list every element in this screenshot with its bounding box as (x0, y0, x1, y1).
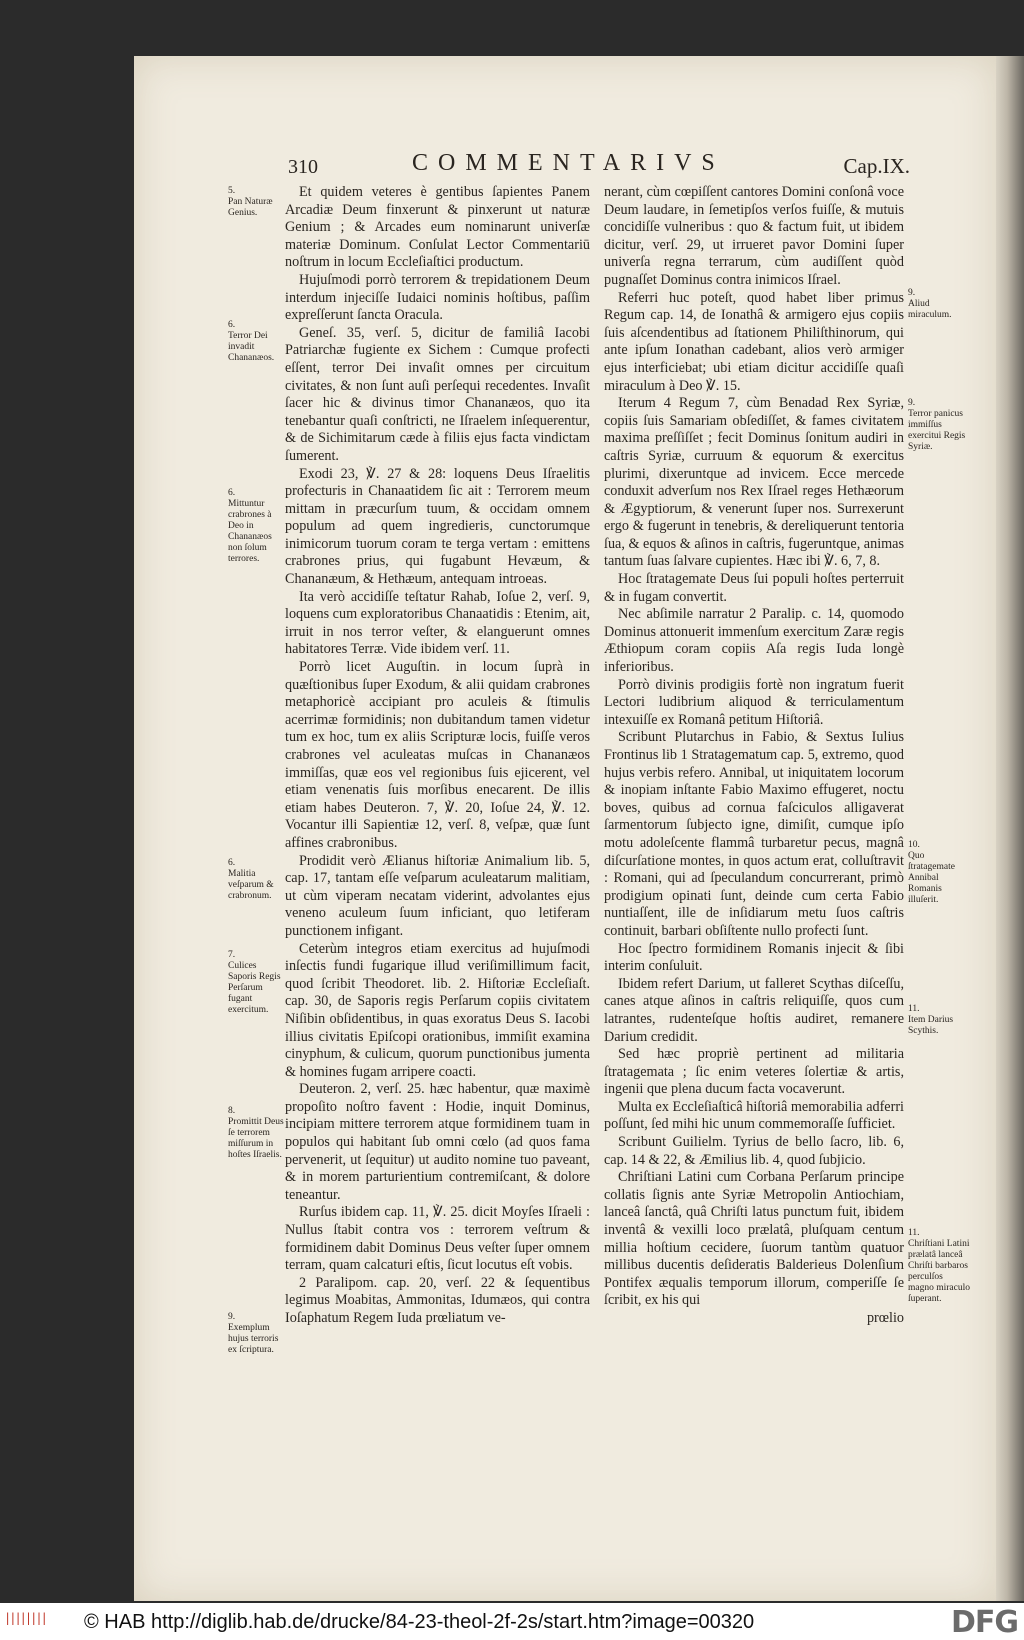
barcode-icon: |||||||| (4, 1611, 46, 1625)
paragraph: Deuteron. 2, verſ. 25. hæc habentur, quæ maximè propoſito noſtro favent : Hodie, inquit Dominus, incipiam mittere terrorem atque formidinem tuam in populos qui habitant ſub omni cœlo (ad quos fama pervenerit, ut ſequitur) ut audito nomine tuo paveant, & in morem parturientium contremiſcant, & dolore teneantur. (285, 1081, 590, 1203)
paragraph: Porrò divinis prodigiis fortè non ingratum fuerit Lectori ludibrium aliquod & terriculamentum intexuiſſe ex Romanâ petitum Hiſtoriâ. (604, 676, 904, 728)
paragraph: Scribunt Guilielm. Tyrius de bello ſacro, lib. 6, cap. 14 & 22, & Æmilius lib. 4, quod ſubjicio. (604, 1134, 904, 1168)
viewer-footer (0, 1603, 1024, 1640)
margin-note: 6. Mittuntur crabrones à Deo in Chananæos non ſolum terrores. (228, 488, 272, 564)
margin-note: 9. Aliud miraculum. (908, 288, 952, 320)
paragraph: Ibidem refert Darium, ut falleret Scythas diſceſſu, canes atque aſinos in caſtris reliquiſſe, quos cum latrantes, rudenteſque hoſtis audiret, remanere Darium credidit. (604, 975, 904, 1045)
dfg-logo: DFG (950, 1605, 1018, 1640)
paragraph: Ita verò accidiſſe teſtatur Rahab, Ioſue 2, verſ. 9, loquens cum exploratoribus Chanaatidis : Etenim, ait, irruit in nos terror veſter, & elanguerunt omnes habitatores Terræ. Vide ibidem verſ. 11. (285, 588, 590, 658)
margin-note: 5. Pan Naturæ Genius. (228, 186, 273, 218)
paragraph: Scribunt Plutarchus in Fabio, & Sextus Iulius Frontinus lib 1 Stratagematum cap. 5, extremo, quod hujus verbis refero. Annibal, ut iniquitatem locorum & inopiam inſtante Fabio Maximo effugeret, noctu boves, quibus ad cornua faſciculos alligaverat ſarmentorum ſubjecto igne, dimiſit, cumque ipſo motu adoleſcente flammâ turbaretur pecus, magnâ diſcurſatione montes, in quos actum erat, colluſtravit : Romani, qui ad ſpeculandum concurrerant, primò prodigium opinati ſunt, deinde cum certa Fabio nuntiaſſent, ille de inſidiarum metu ſuos caſtris continuit, barbari obſiſtente nullo profecti ſunt. (604, 729, 904, 939)
paragraph: Et quidem veteres è gentibus ſapientes Panem Arcadiæ Deum finxerunt & pinxerunt ut naturæ Genium ; & Arcades eum nominarunt univerſæ materiæ Dominum. Conſulat Lector Commentariū noſtrum in locum Eccleſiaſtici productum. (285, 184, 590, 271)
margin-note: 11. Chriſtiani Latini prælatâ lanceâ Chriſti barbaros perculſos magno miraculo ſuperant. (908, 1228, 970, 1304)
paragraph: Iterum 4 Regum 7, cùm Benadad Rex Syriæ, copiis ſuis Samariam obſediſſet, & fames civitatem maxima preſſiſſet ; fecit Dominus ſonitum audiri in caſtris Syriæ, curruum & equorum & exercitus plurimi, dixeruntque ad invicem. Ecce mercede conduxit adverſum nos Rex Iſrael reges Hethæorum & Ægyptiorum, & venerunt ſuper nos. Surrexerunt ergo & fugerunt in tenebris, & dereliquerunt tentoria ſua, & equos & aſinos in caſtris, fugeruntque, animas tantum ſuas ſalvare cupientes. Hæc ibi ℣. 6, 7, 8. (604, 395, 904, 570)
paragraph: Hoc ſtratagemate Deus ſui populi hoſtes perterruit & in fugam convertit. (604, 571, 904, 605)
paragraph: Multa ex Eccleſiaſticâ hiſtoriâ memorabilia adferri poſſunt, ſed mihi hic unum commemoraſſe ſufficiet. (604, 1098, 904, 1133)
paragraph: Geneſ. 35, verſ. 5, dicitur de familiâ Iacobi Patriarchæ fugiente ex Sichem : Cumque profecti eſſent, terror Dei invaſit omnes per circuitum civitates, & non ſunt auſi perſequi recedentes. Invaſit ſacer hic & divinus timor Chananæos, quo ita tenebantur quaſi conſtricti, ne Iſraelem inſequerentur, & de Sichimitarum cæde à filiis ejus facta vindictam ſumerent. (285, 324, 590, 464)
paragraph: nerant, cùm cœpiſſent cantores Domini conſonâ voce Deum laudare, in ſemetipſos verſos fuiſſe, & mutuis concidiſſe vulneribus : quo & factum fuit, ut ibidem dicitur, verſ. 29, ut irrueret pavor Domini ſuper univerſa regna terrarum, cùm audiſſent quòd pugnaſſet Dominus contra inimicos Iſrael. (604, 184, 904, 288)
left-text-column (285, 184, 590, 1328)
paragraph: Referri huc poteſt, quod habet liber primus Regum cap. 14, de Ionathâ & armigero ejus copiis ſuis aſcendentibus ad ſtationem Philiſthinorum, qui ante ipſum Ionathan cadebant, alios verò armiger ejus interficiebat; ubi etiam dicitur accidiſſe quaſi miraculum à Deo ℣. 15. (604, 289, 904, 394)
paragraph: Prodidit verò Ælianus hiſtoriæ Animalium lib. 5, cap. 17, tantam eſſe veſparum aculeatarum malitiam, ut cùm viperam necatam viderint, advolantes ejus veneno aculeum ſuum inficiant, quo letiferam punctionem infigant. (285, 852, 590, 939)
margin-note: 6. Terror Dei invadit Chananæos. (228, 320, 275, 363)
facing-page-edge (996, 56, 1024, 1601)
paragraph: Hoc ſpectro formidinem Romanis injecit & ſibi interim conſuluit. (604, 940, 904, 975)
paragraph: Chriſtiani Latini cum Corbana Perſarum principe collatis ſignis ante Syriæ Metropolin Antiochiam, lanceâ ſanctâ, quâ Chriſti latus punctum fuit, ibidem inventâ & vexilli loco prælatâ, pluſquam centum millia hoſtium cecidere, ſuorum tantùm quatuor millibus ducentis deſideratis Balderieus Dolenſium Pontifex æqualis temporum illorum, comperiſſe ſe ſcribit, ex his qui (604, 1169, 904, 1309)
paragraph: Ceterùm integros etiam exercitus ad hujuſmodi inſectis fundi fugarique illud veriſimillimum facit, quod ſcribit Theodoret. lib. 2. Hiſtoriæ Eccleſiaſt. cap. 30, de Saporis regis Perſarum copiis civitatem Niſibin obſidentibus, in quas exoratus Deus S. Iacobi illius civitatis Epiſcopi orationibus, immiſit examina cinyphum, & culicum, quorum punctionibus jumenta & homines fugam arripere coacti. (285, 940, 590, 1080)
running-title: COMMENTARIVS (412, 150, 725, 176)
paragraph: Rurſus ibidem cap. 11, ℣. 25. dicit Moyſes Iſraeli : Nullus ſtabit contra vos : terrorem veſtrum & formidinem dabit Dominus Deus veſter ſuper omnem terram, quam calcaturi eſtis, ſicut locutus eſt vobis. (285, 1204, 590, 1274)
paragraph: 2 Paralipom. cap. 20, verſ. 22 & ſequentibus legimus Moabitas, Ammonitas, Idumæos, qui contra Ioſaphatum Regem Iuda prœliatum ve- (285, 1274, 590, 1326)
chapter-label: Cap.IX. (843, 154, 910, 178)
paragraph: Sed hæc propriè pertinent ad militaria ſtratagemata ; ſic enim veteres ſolertiæ & artis, ingenii que plena ducum facta vocaverunt. (604, 1046, 904, 1098)
page-header (150, 150, 910, 182)
catchword: prœlio (866, 1310, 904, 1326)
paragraph: Porrò licet Auguſtin. in locum ſuprà in quæſtionibus ſuper Exodum, & alii quidam crabrones metaphoricè accipiant pro aculeis & ſtimulis acerrimæ formidinis; non dubitandum tamen videtur tum ex hoc, tum ex aliis Scripturæ locis, fuiſſe veros crabrones vel aculeatas muſcas in Chananæos immiſſas, quæ eos vel regionibus ſuis ejicerent, vel etiam venenatis ſuis morſibus enecarent. De illis etiam habes Deuteron. 7, ℣. 20, Ioſue 24, ℣. 12. Vocantur illi Sapientiæ 12, verſ. 8, veſpæ, quæ ſunt affines crabronibus. (285, 659, 590, 851)
margin-note: 9. Terror panicus immiſſus exercitui Regis Syriæ. (908, 398, 966, 452)
page-number: 310 (288, 156, 318, 178)
margin-note: 11. Item Darius Scythis. (908, 1004, 954, 1036)
margin-note: 7. Culices Saporis Regis Perſarum fugant exercitum. (228, 950, 281, 1015)
source-link[interactable]: © HAB http://diglib.hab.de/drucke/84-23-theol-2f-2s/start.htm?image=00320 (84, 1611, 755, 1633)
right-text-column (604, 184, 904, 1328)
margin-note: 8. Promittit Deus ſe terrorem miſſurum in hoſtes Iſraelis. (228, 1106, 284, 1160)
margin-note: 9. Exemplum hujus terroris ex ſcriptura. (228, 1312, 279, 1355)
margin-note: 10. Quo ſtratagemate Annibal Romanis illuſerit. (908, 840, 955, 905)
margin-note: 6. Malitia veſparum & crabronum. (228, 858, 274, 901)
paragraph: Exodi 23, ℣. 27 & 28: loquens Deus Iſraelitis profecturis in Chanaatidem ſic ait : Terrorem meum mittam in præcurſum tuum, & occidam omnem populum ad quem ingredieris, cunctorumque inimicorum tuorum coram te terga vertam : emittens crabrones prius, qui fugabunt Hevæum, & Chananæum, & Hethæum, antequam introeas. (285, 465, 590, 588)
paragraph: Hujuſmodi porrò terrorem & trepidationem Deum interdum injeciſſe Iudaici nominis hoſtibus, paſſim expreſſerunt ſancta Oracula. (285, 271, 590, 324)
paragraph: Nec abſimile narratur 2 Paralip. c. 14, quomodo Dominus attonuerit immenſum exercitum Zaræ regis Æthiopum coram copiis Aſa regis Iuda longè inferioribus. (604, 606, 904, 676)
